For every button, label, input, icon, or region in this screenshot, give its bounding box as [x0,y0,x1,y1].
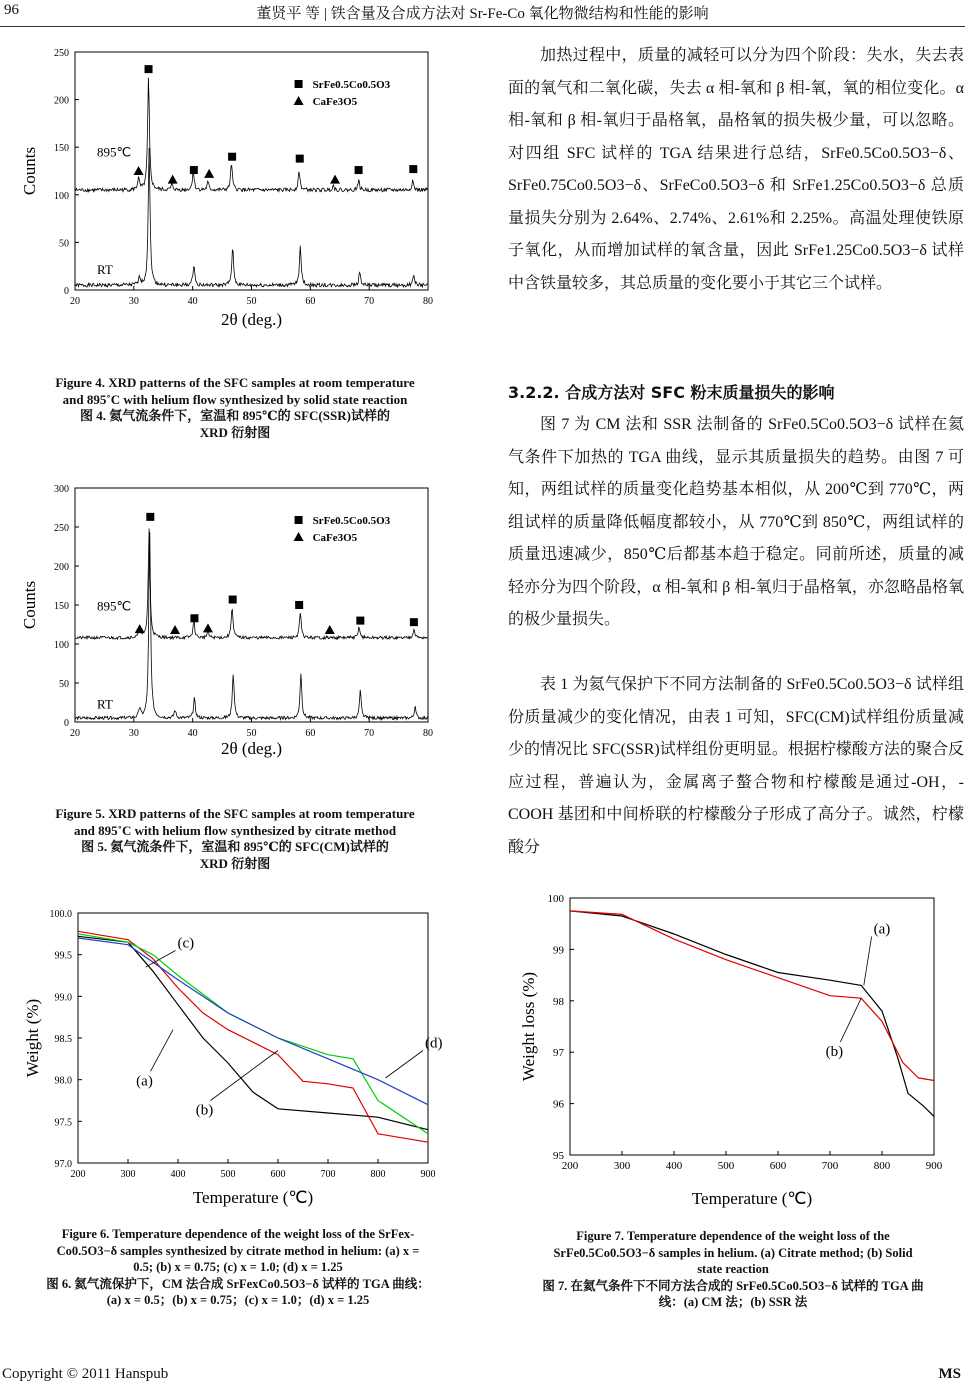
caption-line: Figure 6. Temperature dependence of the weight loss of the SrFex- [61,1227,415,1241]
annotation-leader [864,937,872,986]
tga-curve-b [78,931,428,1142]
square-marker [145,65,153,73]
x-tick-label: 80 [423,728,433,739]
x-axis-label: Temperature (℃) [691,1189,813,1208]
figure-4-chart [0,40,490,370]
footer-copyright: Copyright © 2011 Hanspub [2,1366,169,1382]
caption-line: Figure 7. Temperature dependence of the weight loss of the [576,1229,890,1243]
square-marker [355,166,363,174]
plot-frame [78,913,428,1163]
y-tick-label: 100 [54,640,69,651]
x-axis-label: 2θ (deg.) [220,310,283,329]
x-tick-label: 200 [70,1169,86,1180]
tga-curve-a [78,936,428,1129]
triangle-marker [170,625,180,634]
y-axis-label: Counts [20,580,39,630]
triangle-marker [168,175,178,184]
x-tick-label: 500 [717,1160,735,1172]
triangle-marker [330,175,340,184]
square-marker [410,618,418,626]
x-axis-label: 2θ (deg.) [220,739,283,758]
y-tick-label: 200 [54,95,69,107]
annotation-leader [151,1030,174,1072]
y-tick-label: 50 [59,679,69,690]
series-label: 895℃ [97,144,132,160]
series-label: RT [97,261,113,277]
y-tick-label: 150 [54,601,69,612]
caption-line: Figure 4. XRD patterns of the SFC samples at room temperature [55,375,415,390]
caption-line: Figure 5. XRD patterns of the SFC samples at room temperature [55,806,415,821]
xrd-curve-895c [75,529,427,640]
x-tick-label: 50 [246,728,257,739]
y-tick-label: 97.5 [54,1117,72,1129]
caption-line: state reaction [697,1262,769,1276]
legend-square-icon [295,80,303,88]
y-tick-label: 97.0 [54,1159,72,1170]
y-tick-label: 0 [64,286,69,297]
y-tick-label: 96 [553,1098,564,1111]
caption-line: 0.5; (b) x = 0.75; (c) x = 1.0; (d) x = 1.25 [133,1260,343,1274]
series-label: RT [97,696,113,712]
x-tick-label: 300 [120,1169,136,1180]
x-tick-label: 900 [925,1160,943,1172]
legend-label: SrFe0.5Co0.5O3 [312,515,391,527]
x-tick-label: 400 [665,1160,683,1172]
series-annotation: (a) [873,921,891,938]
series-annotation: (b) [825,1043,844,1060]
y-tick-label: 200 [54,562,69,573]
body-paragraph-2: 图 7 为 CM 法和 SSR 法制备的 SrFe0.5Co0.5O3−δ 试样在氦气条件下加热的 TGA 曲线，显示其质量损失的趋势。由图 7 可知，两组试样的质量变化趋势基本相似，从 200℃到 770℃，两组试样的质量降低幅度都较小，从 770℃到 850℃，两组试样的质量迅速减少，850℃后都基本趋于稳定。同前所述，质量的减轻亦分为四个阶段，α 相-氧和 β 相-氧归于晶格氧，亦忽略晶格氧的极少量损失。 [508,416,964,628]
x-tick-label: 70 [364,296,375,307]
square-marker [146,513,154,521]
y-tick-label: 250 [54,48,69,59]
legend-label: CaFe3O5 [312,96,358,108]
xrd-curve-895c [75,78,427,192]
y-tick-label: 100 [54,190,69,202]
figure-7-caption [498,1228,965,1311]
square-marker [356,617,364,625]
running-header-title: 董贤平 等 | 铁含量及合成方法对 Sr-Fe-Co 氧化物微结构和性能的影响 [256,6,709,22]
figure-4-caption [0,375,470,441]
legend-label: SrFe0.5Co0.5O3 [312,79,391,91]
square-marker [409,165,417,173]
legend-label: CaFe3O5 [312,532,358,544]
y-axis-label: Weight loss (%) [519,971,538,1082]
square-marker [295,601,303,609]
x-tick-label: 700 [821,1160,839,1172]
legend-triangle-icon [294,532,304,541]
figure-5-chart [0,476,490,786]
figure-6-chart [0,898,490,1213]
x-tick-label: 800 [873,1160,891,1172]
figure-6-caption [0,1226,476,1309]
x-tick-label: 600 [769,1160,787,1172]
y-tick-label: 97 [553,1047,564,1060]
caption-line: XRD 衍射图 [199,855,271,871]
x-tick-label: 30 [128,728,139,739]
annotation-leader [211,1051,279,1101]
y-axis-label: Counts [20,146,39,196]
y-tick-label: 150 [54,143,69,155]
y-tick-label: 99.0 [54,992,72,1004]
x-tick-label: 30 [128,296,139,307]
x-tick-label: 80 [423,296,433,307]
legend-square-icon [295,516,303,524]
x-tick-label: 700 [320,1169,336,1180]
y-tick-label: 99.5 [54,950,72,962]
square-marker [190,166,198,174]
y-axis-label: Weight (%) [23,998,42,1078]
tga-curve-a [570,911,934,1117]
triangle-marker [134,166,144,175]
x-tick-label: 40 [187,296,198,307]
x-tick-label: 70 [364,728,375,739]
caption-line: 线：(a) CM 法；(b) SSR 法 [658,1295,808,1309]
square-marker [229,596,237,604]
y-tick-label: 100.0 [49,909,72,920]
caption-line: 图 6. 氦气流保护下，CM 法合成 SrFexCo0.5O3−δ 试样的 TGA 曲线： [46,1276,430,1291]
square-marker [296,155,304,163]
series-label: 895℃ [97,598,132,614]
legend-triangle-icon [294,96,304,105]
caption-line: 图 5. 氦气流条件下，室温和 895℃的 SFC(CM)试样的 [81,839,389,854]
caption-line: (a) x = 0.5；(b) x = 0.75；(c) x = 1.0；(d) x = 1.25 [106,1293,370,1307]
body-paragraph-1: 加热过程中，质量的减轻可以分为四个阶段：失水，失去表面的氧气和二氧化碳，失去 α 相-氧和 β 相-氧，氧的相位变化。α 相-氧和 β 相-氧归于晶格氧，晶格氧的损失极少量，可以忽略。对四组 SFC 试样的 TGA 结果进行总结，SrFe0.5Co0.5O3−δ、SrFe0.75Co0.5O3−δ、SrFeCo0.5O3−δ 和 SrFe1.25Co0.5O3−δ 总质量损失分别为 2.64%、2.74%、2.61%和 2.25%。高温处理使铁原子氧化，从而增加试样的氧含量，因此 SrFe1.25Co0.5O3−δ 试样中含铁量较多，其总质量的变化要小于其它三个试样。 [508,47,964,292]
square-marker [190,614,198,622]
annotation-leader [386,1051,424,1079]
y-tick-label: 0 [64,718,69,729]
triangle-marker [203,623,213,632]
caption-line: XRD 衍射图 [199,424,271,440]
x-tick-label: 400 [170,1169,186,1180]
caption-line: and 895˚C with helium flow synthesized by solid state reaction [62,391,408,407]
y-tick-label: 100 [547,893,564,905]
x-tick-label: 500 [220,1169,236,1180]
xrd-curve-rt [75,148,427,287]
section-heading-3-2-2: 3.2.2. 合成方法对 SFC 粉末质量损失的影响 [508,383,835,402]
triangle-marker [135,624,145,633]
x-tick-label: 900 [420,1169,436,1180]
x-tick-label: 20 [70,728,80,739]
x-tick-label: 600 [270,1169,286,1180]
x-tick-label: 60 [305,728,316,739]
y-tick-label: 99 [553,944,564,957]
x-tick-label: 300 [613,1160,631,1172]
x-tick-label: 50 [246,296,257,307]
caption-line: and 895˚C with helium flow synthesized by citrate method [73,822,397,838]
caption-line: Co0.5O3−δ samples synthesized by citrate method in helium: (a) x = [56,1243,420,1258]
y-tick-label: 50 [59,238,69,250]
triangle-marker [204,169,214,178]
y-tick-label: 95 [553,1150,564,1162]
series-annotation: (d) [425,1035,443,1052]
header-rule [0,26,965,27]
body-paragraph-3: 表 1 为氦气保护下不同方法制备的 SrFe0.5Co0.5O3−δ 试样组份质量减少的变化情况，由表 1 可知，SFC(CM)试样组份质量减少的情况比 SFC(SSR)试样组份更明显。根据柠檬酸方法的聚合反应过程，普遍认为，金属离子螯合物和柠檬酸是通过-OH，-COOH 基团和中间桥联的柠檬酸分子形成了高分子。诚然，柠檬酸分 [508,676,964,856]
caption-line: 图 4. 氦气流条件下，室温和 895℃的 SFC(SSR)试样的 [80,408,390,423]
series-annotation: (c) [177,935,195,952]
tga-curve-c [78,934,428,1134]
footer-journal: MS [938,1366,961,1382]
caption-line: SrFe0.5Co0.5O3−δ samples in helium. (a) Citrate method; (b) Solid [553,1245,913,1260]
figure-7-chart [514,886,952,1212]
y-tick-label: 98 [553,995,564,1008]
x-tick-label: 800 [370,1169,386,1180]
triangle-marker [325,625,335,634]
y-tick-label: 98.0 [54,1075,72,1087]
y-tick-label: 250 [54,523,69,534]
square-marker [228,153,236,161]
x-tick-label: 60 [305,296,316,307]
y-tick-label: 300 [54,484,69,495]
x-axis-label: Temperature (℃) [192,1188,314,1207]
series-annotation: (a) [136,1073,153,1090]
series-annotation: (b) [195,1102,214,1119]
x-tick-label: 20 [70,296,80,307]
y-tick-label: 98.5 [54,1034,72,1045]
xrd-curve-rt [75,532,427,719]
tga-curve-d [78,935,428,1105]
page-number: 96 [4,2,19,18]
x-tick-label: 40 [187,728,198,739]
x-tick-label: 200 [561,1160,579,1172]
caption-line: 图 7. 在氦气条件下不同方法合成的 SrFe0.5Co0.5O3−δ 试样的 TGA 曲 [542,1278,924,1293]
figure-5-caption [0,806,470,872]
annotation-leader [840,998,861,1042]
